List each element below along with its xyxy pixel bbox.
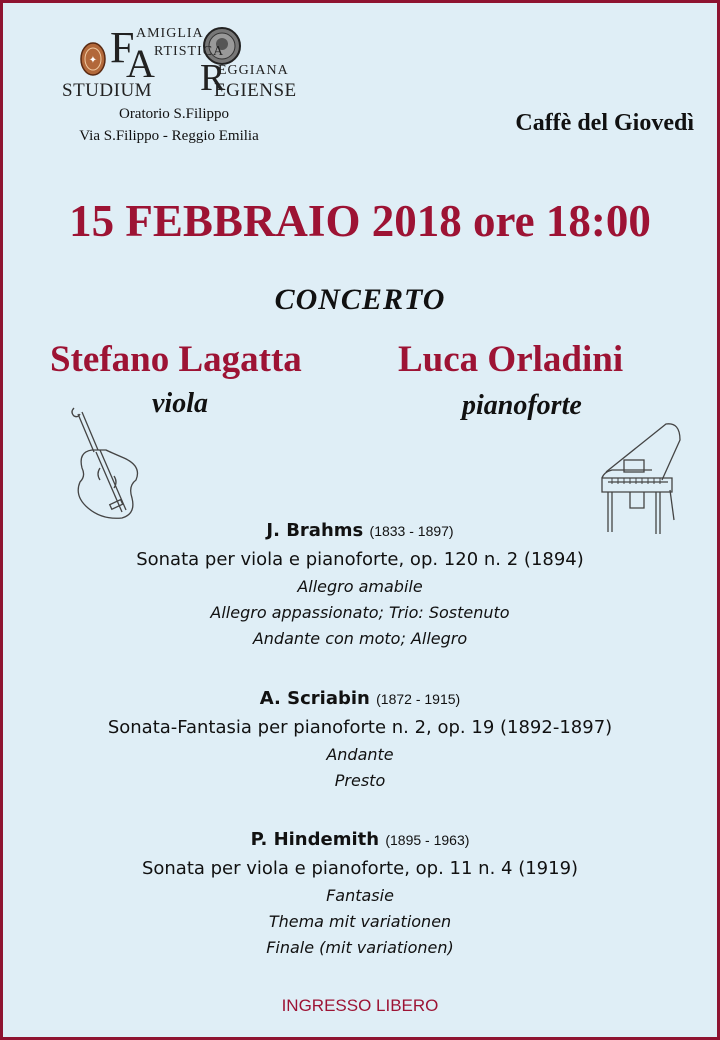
- composer-years: (1833 - 1897): [369, 523, 454, 539]
- performer-name-2: Luca Orladini: [398, 339, 624, 380]
- composer-years: (1872 - 1915): [376, 691, 461, 707]
- work-title: Sonata per viola e pianoforte, op. 11 n. 4 (1919): [141, 858, 579, 879]
- composer-line: [0, 684, 720, 714]
- logo-letter-r: R: [200, 57, 226, 99]
- event-date: 15 FEBBRAIO 2018 ore 18:00: [69, 196, 651, 246]
- movement: Allegro amabile: [297, 577, 423, 596]
- performer-instrument-2: pianoforte: [462, 390, 582, 421]
- logo-artistica: RTISTICA: [154, 44, 225, 59]
- series-title: Caffè del Giovedì: [515, 110, 694, 136]
- performer-instrument-1: viola: [152, 388, 208, 419]
- program-item-2: [0, 684, 720, 794]
- movement: Andante con moto; Allegro: [252, 629, 468, 648]
- movement: Finale (mit variationen): [266, 938, 454, 957]
- free-entry-notice: INGRESSO LIBERO: [281, 996, 439, 1015]
- composer-line: [0, 825, 720, 855]
- composer-years: (1895 - 1963): [385, 832, 470, 848]
- viola-icon: [66, 404, 146, 526]
- composer-name: A. Scriabin: [259, 688, 370, 709]
- movement: Thema mit variationen: [268, 912, 452, 931]
- performer-name-1: Stefano Lagatta: [50, 339, 302, 380]
- logo-reggiana: EGGIANA: [218, 63, 289, 78]
- venue-address: Via S.Filippo - Reggio Emilia: [79, 128, 259, 144]
- famiglia-artistica-logo: [62, 18, 297, 102]
- svg-text:✦: ✦: [88, 55, 98, 66]
- work-title: Sonata per viola e pianoforte, op. 120 n. 2 (1894): [136, 549, 584, 570]
- program-item-1: [0, 516, 720, 652]
- movement: Fantasie: [326, 886, 394, 905]
- work-title: Sonata-Fantasia per pianoforte n. 2, op. 19 (1892-1897): [107, 717, 613, 738]
- logo-regiense: EGIENSE: [214, 80, 297, 101]
- movement: Allegro appassionato; Trio: Sostenuto: [210, 603, 510, 622]
- venue-name: Oratorio S.Filippo: [118, 106, 229, 122]
- composer-name: P. Hindemith: [250, 829, 380, 850]
- logo-letter-a: A: [126, 41, 155, 86]
- program-item-3: [0, 825, 720, 961]
- movement: Andante: [326, 745, 394, 764]
- concert-heading: CONCERTO: [274, 283, 446, 316]
- logo-studium: STUDIUM: [62, 80, 153, 101]
- logo-famiglia: AMIGLIA: [136, 26, 204, 41]
- crest-left-icon: [80, 42, 106, 76]
- movement: Presto: [334, 771, 386, 790]
- logo-letter-f: F: [110, 23, 135, 72]
- composer-name: J. Brahms: [266, 520, 364, 541]
- composer-line: [0, 516, 720, 546]
